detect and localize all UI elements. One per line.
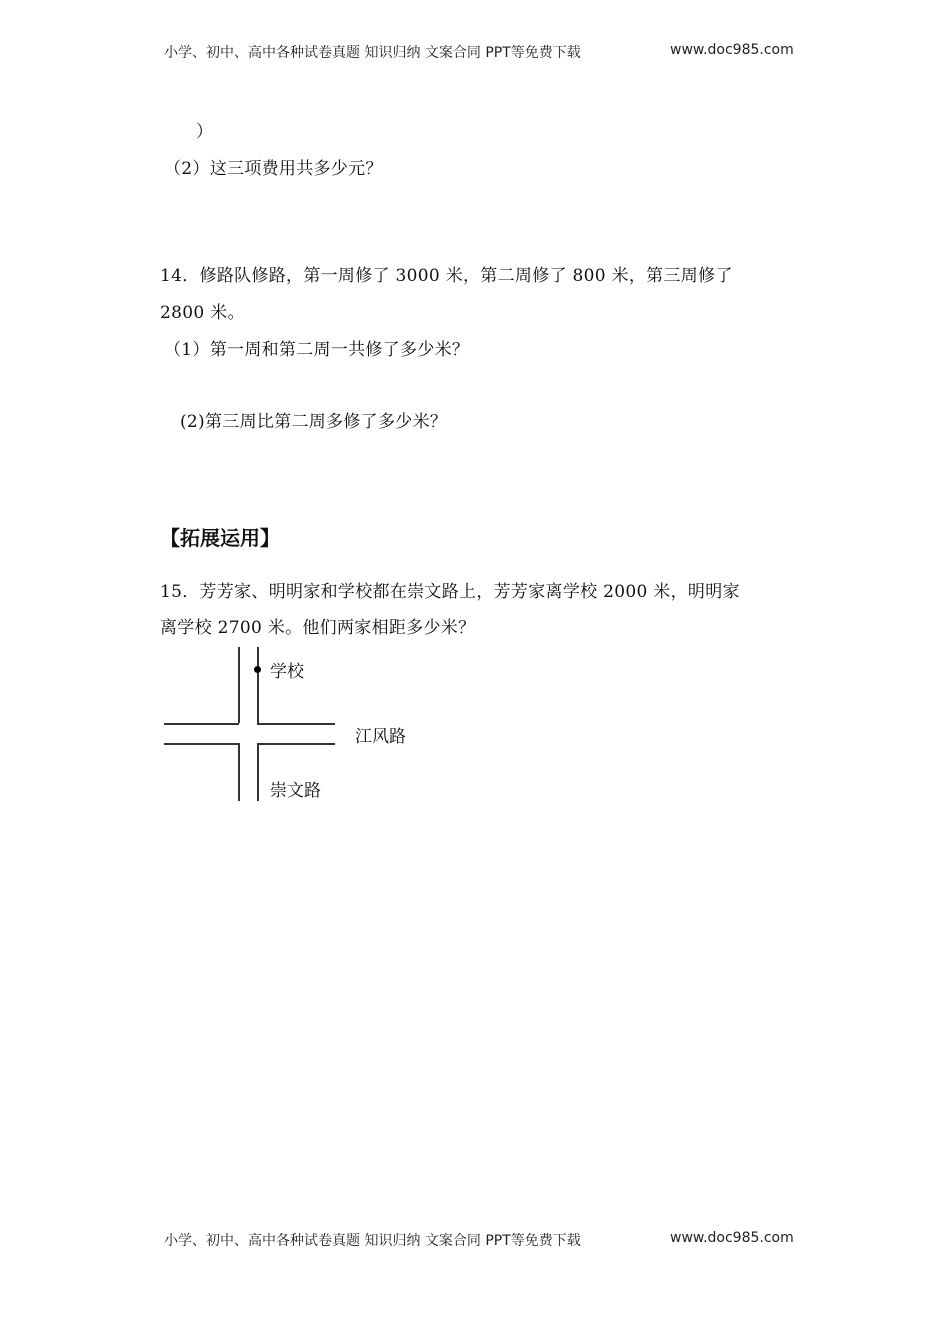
road-line xyxy=(238,743,240,801)
jiangfeng-road-label: 江风路 xyxy=(355,727,406,747)
road-line xyxy=(164,723,239,725)
header-url[interactable]: www.doc985.com xyxy=(670,42,794,58)
chongwen-road-label: 崇文路 xyxy=(270,781,321,801)
road-line xyxy=(257,647,259,723)
section-title: 【拓展运用】 xyxy=(160,526,280,550)
question-13-2: （2）这三项费用共多少元？ xyxy=(164,159,383,179)
page-footer xyxy=(164,1230,794,1250)
footer-text: 小学、初中、高中各种试卷真题 知识归纳 文案合同 PPT等免费下载 xyxy=(164,1233,581,1249)
page-header xyxy=(164,42,794,62)
question-14-line-1: 14．修路队修路，第一周修了 3000 米，第二周修了 800 米，第三周修了 xyxy=(160,266,733,286)
road-line xyxy=(257,743,335,745)
question-14-1: （1）第一周和第二周一共修了多少米？ xyxy=(164,340,470,360)
header-text: 小学、初中、高中各种试卷真题 知识归纳 文案合同 PPT等免费下载 xyxy=(164,45,581,61)
footer-url[interactable]: www.doc985.com xyxy=(670,1230,794,1246)
road-line xyxy=(257,743,259,801)
road-line xyxy=(257,723,335,725)
paren-close: ） xyxy=(196,122,214,142)
question-15-line-1: 15．芳芳家、明明家和学校都在崇文路上，芳芳家离学校 2000 米，明明家 xyxy=(160,582,740,602)
question-15-line-2: 离学校 2700 米。他们两家相距多少米？ xyxy=(160,618,476,638)
school-label: 学校 xyxy=(270,662,304,682)
school-dot-icon xyxy=(254,666,261,673)
question-14-line-2: 2800 米。 xyxy=(160,303,245,323)
question-14-2: (2)第三周比第二周多修了多少米？ xyxy=(180,412,448,432)
road-line xyxy=(164,743,239,745)
road-line xyxy=(238,647,240,723)
